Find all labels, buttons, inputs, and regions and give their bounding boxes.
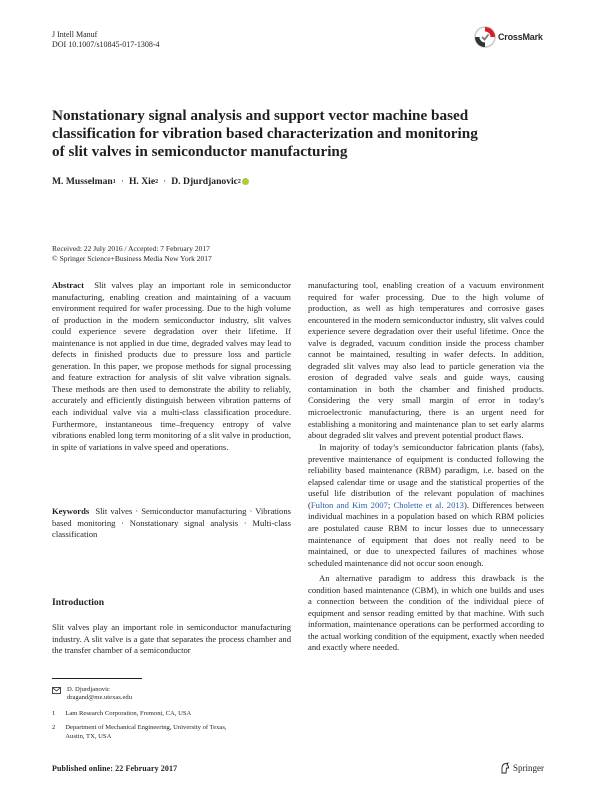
abstract-label: Abstract <box>52 280 84 290</box>
author-separator: · <box>120 176 124 187</box>
article-history <box>52 244 212 263</box>
received-accepted-dates: Received: 22 July 2016 / Accepted: 7 February 2017 <box>52 244 210 253</box>
title-line-1: Nonstationary signal analysis and support vector machine based <box>52 107 469 124</box>
affiliation-text: Department of Mechanical Engineering, University of Texas, Austin, TX, USA <box>65 724 227 740</box>
affiliation-item <box>52 710 292 718</box>
author-affiliation-mark: 1 <box>112 178 116 185</box>
orcid-icon[interactable] <box>242 178 249 185</box>
keywords-block <box>52 506 291 541</box>
crossmark-icon <box>474 26 496 48</box>
body-paragraph-2: In majority of today’s semiconductor fabrication plants (fabs), preventive maintenance of equipment is conducted following the reliability based maintenance (RBM) paradigm, i.e. based on the elapsed calendar time or usage and the statistical properties of the useful life distribution of the relevant population of machines (Fulton and Kim 2007; Cholette et al. 2013). Differences between individual machines in a population based on which RBM policies are postulated cause RBM to incur losses due to unnecessary maintenance of equipment that does not really need to be maintained, or due to unexpected failures of machines whose scheduled maintenance did not occur soon enough. <box>308 442 544 568</box>
paper-title <box>52 107 552 161</box>
springer-label: Springer <box>513 763 544 773</box>
author-affiliation-mark: 2 <box>237 178 241 185</box>
correspondence-block <box>52 686 132 703</box>
crossmark-badge[interactable] <box>474 26 543 48</box>
springer-logo <box>500 762 544 774</box>
email-envelope-icon <box>52 687 61 694</box>
author-list <box>52 176 249 187</box>
affiliation-text: Lam Research Corporation, Fremont, CA, USA <box>65 710 192 717</box>
body-paragraph-1: manufacturing tool, enabling creation of a vacuum environment required for wafer processing. Due to the high volume of production, as well as high temperatures and corrosive gases encountered in the modern semiconductor industry, slit valves could experience severe degradation over their useful lifetime. Once the valve is degraded, vacuum condition inside the process chamber cannot be maintained, resulting in wafer defects. In addition, degraded slit valves may also lead to particle generation via the erosion of degraded valve seals and guide ways, causing contamination in both the chamber and finished products. Considering the very small margin of error in today’s microelectronic manufacturing, there is an urgent need for establishing a monitoring and maintenance plan to set early alarms about degraded slit valves and prevent potential product flaws. <box>308 280 544 441</box>
section-heading-introduction: Introduction <box>52 597 105 608</box>
springer-horse-icon <box>500 762 510 774</box>
introduction-paragraph <box>52 622 291 657</box>
keywords-text: Slit valves · Semiconductor manufacturing · Vibrations based monitoring · Nonstationary signal analysis · Multi-class classification <box>52 506 291 540</box>
keywords-label: Keywords <box>52 506 90 516</box>
author-separator: · <box>163 176 167 187</box>
author-name[interactable]: D. Djurdjanovic <box>171 176 238 187</box>
doi[interactable]: DOI 10.1007/s10845-017-1308-4 <box>52 40 160 49</box>
published-online: Published online: 22 February 2017 <box>52 764 178 773</box>
correspondence-name: D. Djurdjanovic <box>67 686 110 693</box>
author-name[interactable]: H. Xie <box>128 176 156 187</box>
introduction-text: Slit valves play an important role in semiconductor manufacturing industry. A slit valve is a gate that separates the process chamber and the transfer chamber of a semiconductor <box>52 622 291 656</box>
abstract-block <box>52 280 291 453</box>
journal-header <box>52 30 160 50</box>
affiliation-number: 1 <box>52 710 56 717</box>
title-line-2: classification for vibration based characterization and monitoring <box>52 125 478 142</box>
footnote-divider <box>52 678 142 679</box>
body-paragraph-3: An alternative paradigm to address this drawback is the condition based maintenance (CBM), in which one builds and uses a connection between the condition of the individual piece of equipment and sensor reading emitted by that machine. With such information, maintenance operations can be performed according to the actual working condition of the equipment, exactly when needed and exactly where needed. <box>308 573 544 653</box>
affiliations-block <box>52 710 292 741</box>
title-line-3: of slit valves in semiconductor manufacturing <box>52 143 348 160</box>
right-column <box>308 280 544 654</box>
citation-link[interactable]: Cholette et al. 2013 <box>393 499 464 510</box>
journal-name: J Intell Manuf <box>52 30 98 39</box>
affiliation-number: 2 <box>52 724 56 732</box>
author-name[interactable]: M. Musselman <box>52 176 113 187</box>
copyright-line: © Springer Science+Business Media New York 2017 <box>52 253 212 263</box>
abstract-text: Slit valves play an important role in semiconductor manufacturing, enabling creation and maintaining of a vacuum environment required for wafer processing. Due to the high volume of production in the modern semiconductor industry, slit valves could experience severe degradation over their lifetime. If maintenance is not applied in due time, degraded valves may lead to defects in finished products due to pressure loss and particle generation. In this paper, we propose methods for signal processing and feature extraction for analysis of slit valve vibration signals. These methods are then used to demonstrate the ability to reliably, accurately and efficiently distinguish between vibration patterns of each individual valve via a multi-class classification procedure. Furthermore, instantaneous time–frequency entropy of valve vibrations enabled long term monitoring of a slit valve in production, in spite of variations in valve speed and operations. <box>52 280 291 452</box>
correspondence-email[interactable]: dragand@me.utexas.edu <box>67 694 133 702</box>
affiliation-item <box>52 724 292 741</box>
author-affiliation-mark: 2 <box>155 178 159 185</box>
citation-link[interactable]: Fulton and Kim 2007 <box>310 499 388 510</box>
crossmark-label: CrossMark <box>498 32 543 42</box>
